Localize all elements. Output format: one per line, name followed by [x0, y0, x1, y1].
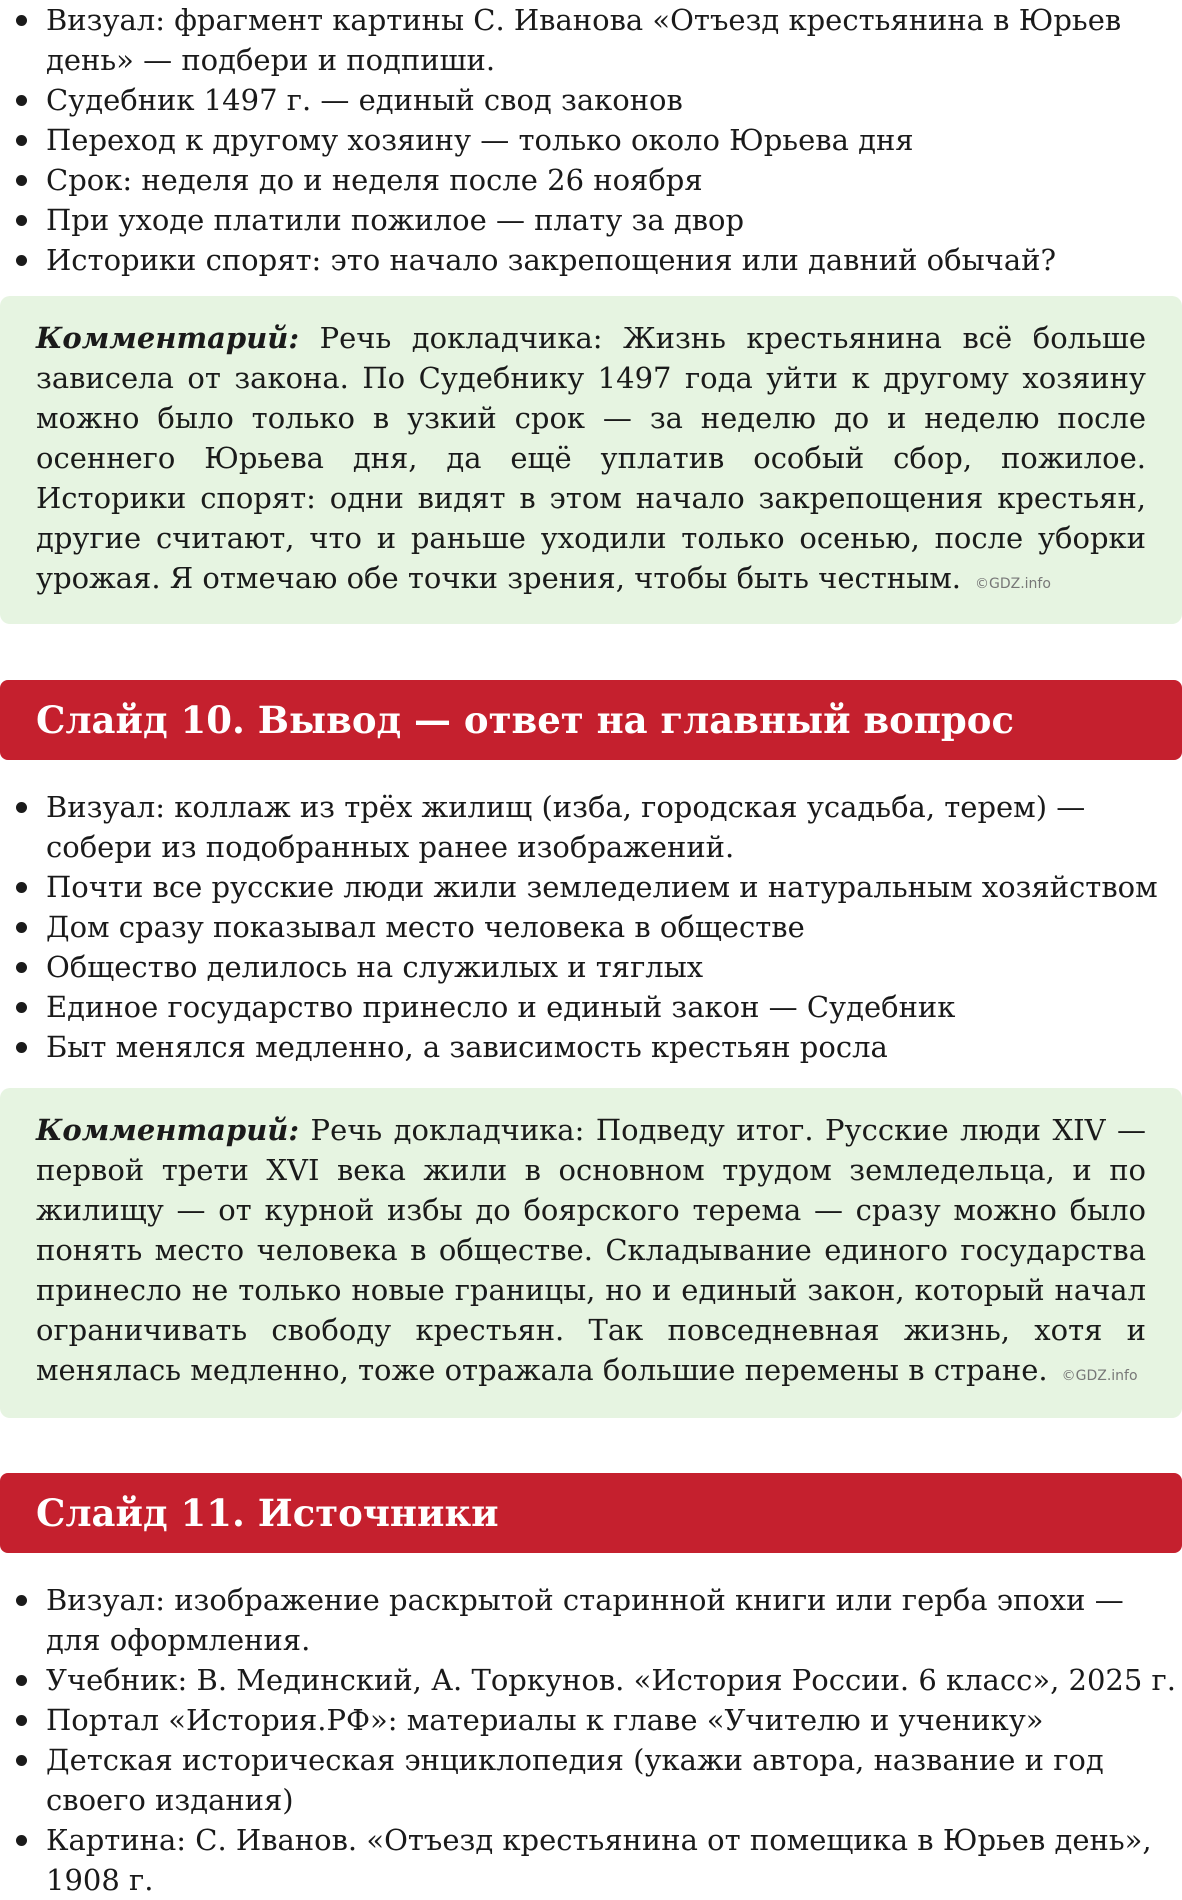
bullet-text: Переход к другому хозяину — только около Юрьева дня — [46, 123, 914, 157]
slide9-comment-box — [0, 296, 1182, 624]
bullet-text: Срок: неделя до и неделя после 26 ноября — [46, 163, 703, 197]
list-item — [10, 0, 1178, 80]
bullet-icon — [16, 1042, 27, 1053]
bullet-icon — [16, 962, 27, 973]
list-item — [10, 1580, 1178, 1660]
slide10-title: Слайд 10. Вывод — ответ на главный вопрос — [0, 680, 1182, 760]
slide9-bullet-list — [10, 0, 1178, 280]
slide10-comment-box — [0, 1088, 1182, 1418]
bullet-icon — [16, 882, 27, 893]
bullet-text: Визуал: коллаж из трёх жилищ (изба, городская усадьба, терем) — собери из подобранных ранее изображений. — [46, 790, 1086, 864]
watermark: ©GDZ.info — [974, 576, 1051, 592]
list-item — [10, 1027, 1178, 1067]
list-item — [10, 947, 1178, 987]
list-item — [10, 1740, 1178, 1820]
slide10-bullet-list — [10, 787, 1178, 1067]
bullet-icon — [16, 215, 27, 226]
list-item — [10, 907, 1178, 947]
bullet-text: Почти все русские люди жили земледелием и натуральным хозяйством — [46, 870, 1158, 904]
bullet-text: Визуал: изображение раскрытой старинной книги или герба эпохи — для оформления. — [46, 1583, 1124, 1657]
bullet-text: Историки спорят: это начало закрепощения или давний обычай? — [46, 243, 1057, 277]
bullet-text: Картина: С. Иванов. «Отъезд крестьянина от помещика в Юрьев день», 1908 г. — [46, 1823, 1152, 1897]
comment-label: Комментарий: — [36, 321, 300, 355]
list-item — [10, 80, 1178, 120]
bullet-icon — [16, 802, 27, 813]
watermark: ©GDZ.info — [1061, 1368, 1138, 1384]
bullet-icon — [16, 255, 27, 266]
bullet-text: Единое государство принесло и единый закон — Судебник — [46, 990, 956, 1024]
bullet-icon — [16, 95, 27, 106]
bullet-text: При уходе платили пожилое — плату за двор — [46, 203, 745, 237]
list-item — [10, 1820, 1178, 1900]
slide11-title: Слайд 11. Источники — [0, 1473, 1182, 1553]
bullet-text: Портал «История.РФ»: материалы к главе «Учителю и ученику» — [46, 1703, 1044, 1737]
bullet-icon — [16, 922, 27, 933]
slide11-bullet-list — [10, 1580, 1178, 1900]
bullet-icon — [16, 1595, 27, 1606]
list-item — [10, 120, 1178, 160]
bullet-icon — [16, 1675, 27, 1686]
bullet-icon — [16, 15, 27, 26]
bullet-text: Общество делилось на служилых и тяглых — [46, 950, 704, 984]
list-item — [10, 787, 1178, 867]
bullet-icon — [16, 135, 27, 146]
list-item — [10, 1700, 1178, 1740]
bullet-text: Учебник: В. Мединский, А. Торкунов. «История России. 6 класс», 2025 г. — [46, 1663, 1176, 1697]
list-item — [10, 240, 1178, 280]
comment-text: Речь докладчика: Подведу итог. Русские люди XIV — первой трети XVI века жили в основном трудом земледельца, и по жилищу — от курной избы до боярского терема — сразу можно было понять место человека в обществе. Складывание единого государства принесло не только новые границы, но и единый закон, который начал ограничивать свободу крестьян. Так повседневная жизнь, хотя и менялась медленно, тоже отражала большие перемены в стране. — [36, 1113, 1146, 1387]
list-item — [10, 987, 1178, 1027]
bullet-text: Детская историческая энциклопедия (укажи автора, название и год своего издания) — [46, 1743, 1104, 1817]
bullet-text: Дом сразу показывал место человека в обществе — [46, 910, 805, 944]
list-item — [10, 200, 1178, 240]
bullet-text: Судебник 1497 г. — единый свод законов — [46, 83, 683, 117]
bullet-icon — [16, 1715, 27, 1726]
list-item — [10, 867, 1178, 907]
bullet-text: Быт менялся медленно, а зависимость крестьян росла — [46, 1030, 888, 1064]
list-item — [10, 1660, 1178, 1700]
list-item — [10, 160, 1178, 200]
bullet-icon — [16, 1002, 27, 1013]
bullet-text: Визуал: фрагмент картины С. Иванова «Отъезд крестьянина в Юрьев день» — подбери и подпиши. — [46, 3, 1122, 77]
comment-label: Комментарий: — [36, 1113, 300, 1147]
bullet-icon — [16, 1755, 27, 1766]
bullet-icon — [16, 1835, 27, 1846]
bullet-icon — [16, 175, 27, 186]
comment-text: Речь докладчика: Жизнь крестьянина всё больше зависела от закона. По Судебнику 1497 года уйти к другому хозяину можно было только в узкий срок — за неделю до и неделю после осеннего Юрьева дня, да ещё уплатив особый сбор, пожилое. Историки спорят: одни видят в этом начало закрепощения крестьян, другие считают, что и раньше уходили только осенью, после уборки урожая. Я отмечаю обе точки зрения, чтобы быть честным. — [36, 321, 1146, 595]
